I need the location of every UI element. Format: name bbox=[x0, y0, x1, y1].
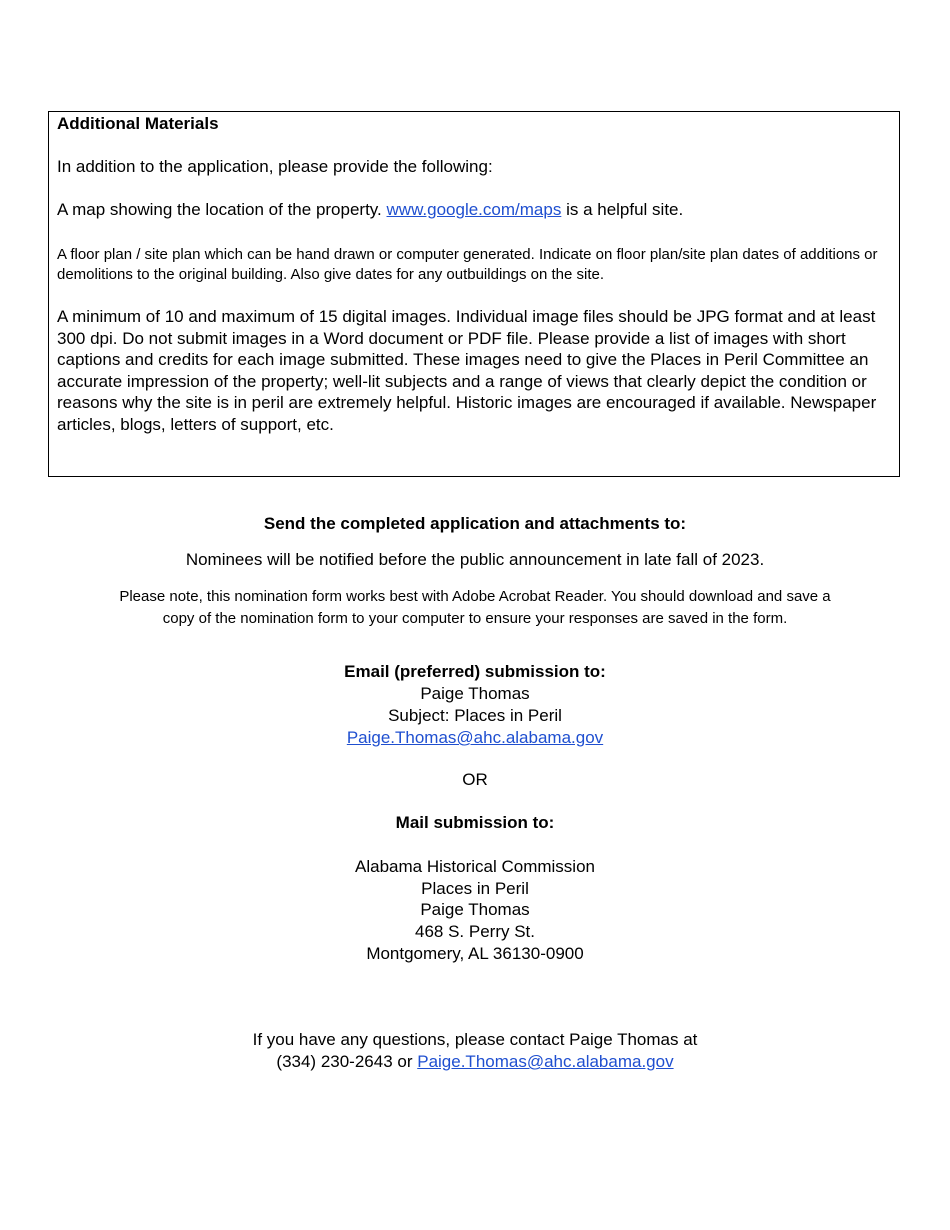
email-subject: Subject: Places in Peril bbox=[388, 706, 562, 725]
map-requirement-suffix: is a helpful site. bbox=[566, 200, 684, 219]
map-requirement-text: A map showing the location of the property. bbox=[57, 200, 382, 219]
email-address-link[interactable]: Paige.Thomas@ahc.alabama.gov bbox=[346, 728, 604, 747]
acrobat-note: Please note, this nomination form works best with Adobe Acrobat Reader. You should download and save a copy of the nomination form to your computer to ensure your responses are saved in the form. bbox=[119, 588, 831, 627]
additional-materials-box bbox=[48, 111, 900, 477]
mail-address-line: Alabama Historical Commission bbox=[355, 857, 595, 876]
or-separator: OR bbox=[462, 770, 488, 789]
notification-note: Nominees will be notified before the public announcement in late fall of 2023. bbox=[185, 550, 765, 569]
email-contact-name: Paige Thomas bbox=[420, 684, 530, 703]
map-requirement bbox=[57, 200, 683, 220]
mail-address-line: 468 S. Perry St. bbox=[415, 922, 535, 941]
questions-line: If you have any questions, please contact Paige Thomas at bbox=[252, 1030, 698, 1049]
mail-address-line: Places in Peril bbox=[421, 879, 529, 898]
questions-contact-line bbox=[0, 1052, 950, 1072]
google-maps-link[interactable]: www.google.com/maps bbox=[386, 200, 562, 219]
email-submission-heading: Email (preferred) submission to: bbox=[344, 662, 606, 681]
contact-phone: (334) 230-2643 or bbox=[276, 1052, 413, 1071]
images-requirement: A minimum of 10 and maximum of 15 digital images. Individual image files should be JPG format and at least 300 dpi. Do not submit images in a Word document or PDF file. Please provide a list of images with short captions and credits for each image submitted. These images need to give the Places in Peril Committee an accurate impression of the property; well-lit subjects and a range of views that clearly depict the condition or reasons why the site is in peril are extremely helpful. Historic images are encouraged if available. Newspaper articles, blogs, letters of support, etc. bbox=[57, 307, 877, 434]
mail-submission-heading: Mail submission to: bbox=[395, 813, 555, 832]
mail-address-line: Montgomery, AL 36130-0900 bbox=[366, 944, 584, 963]
additional-materials-intro: In addition to the application, please provide the following: bbox=[57, 157, 493, 176]
contact-email-link[interactable]: Paige.Thomas@ahc.alabama.gov bbox=[417, 1052, 674, 1071]
email-address-line bbox=[0, 728, 950, 748]
mail-address-line: Paige Thomas bbox=[420, 900, 530, 919]
additional-materials-heading: Additional Materials bbox=[57, 114, 219, 133]
send-heading: Send the completed application and attachments to: bbox=[263, 514, 687, 533]
floor-plan-requirement: A floor plan / site plan which can be hand drawn or computer generated. Indicate on floor plan/site plan dates of additions or demolitions to the original building. Also give dates for any outbuildings on the site. bbox=[57, 246, 878, 283]
